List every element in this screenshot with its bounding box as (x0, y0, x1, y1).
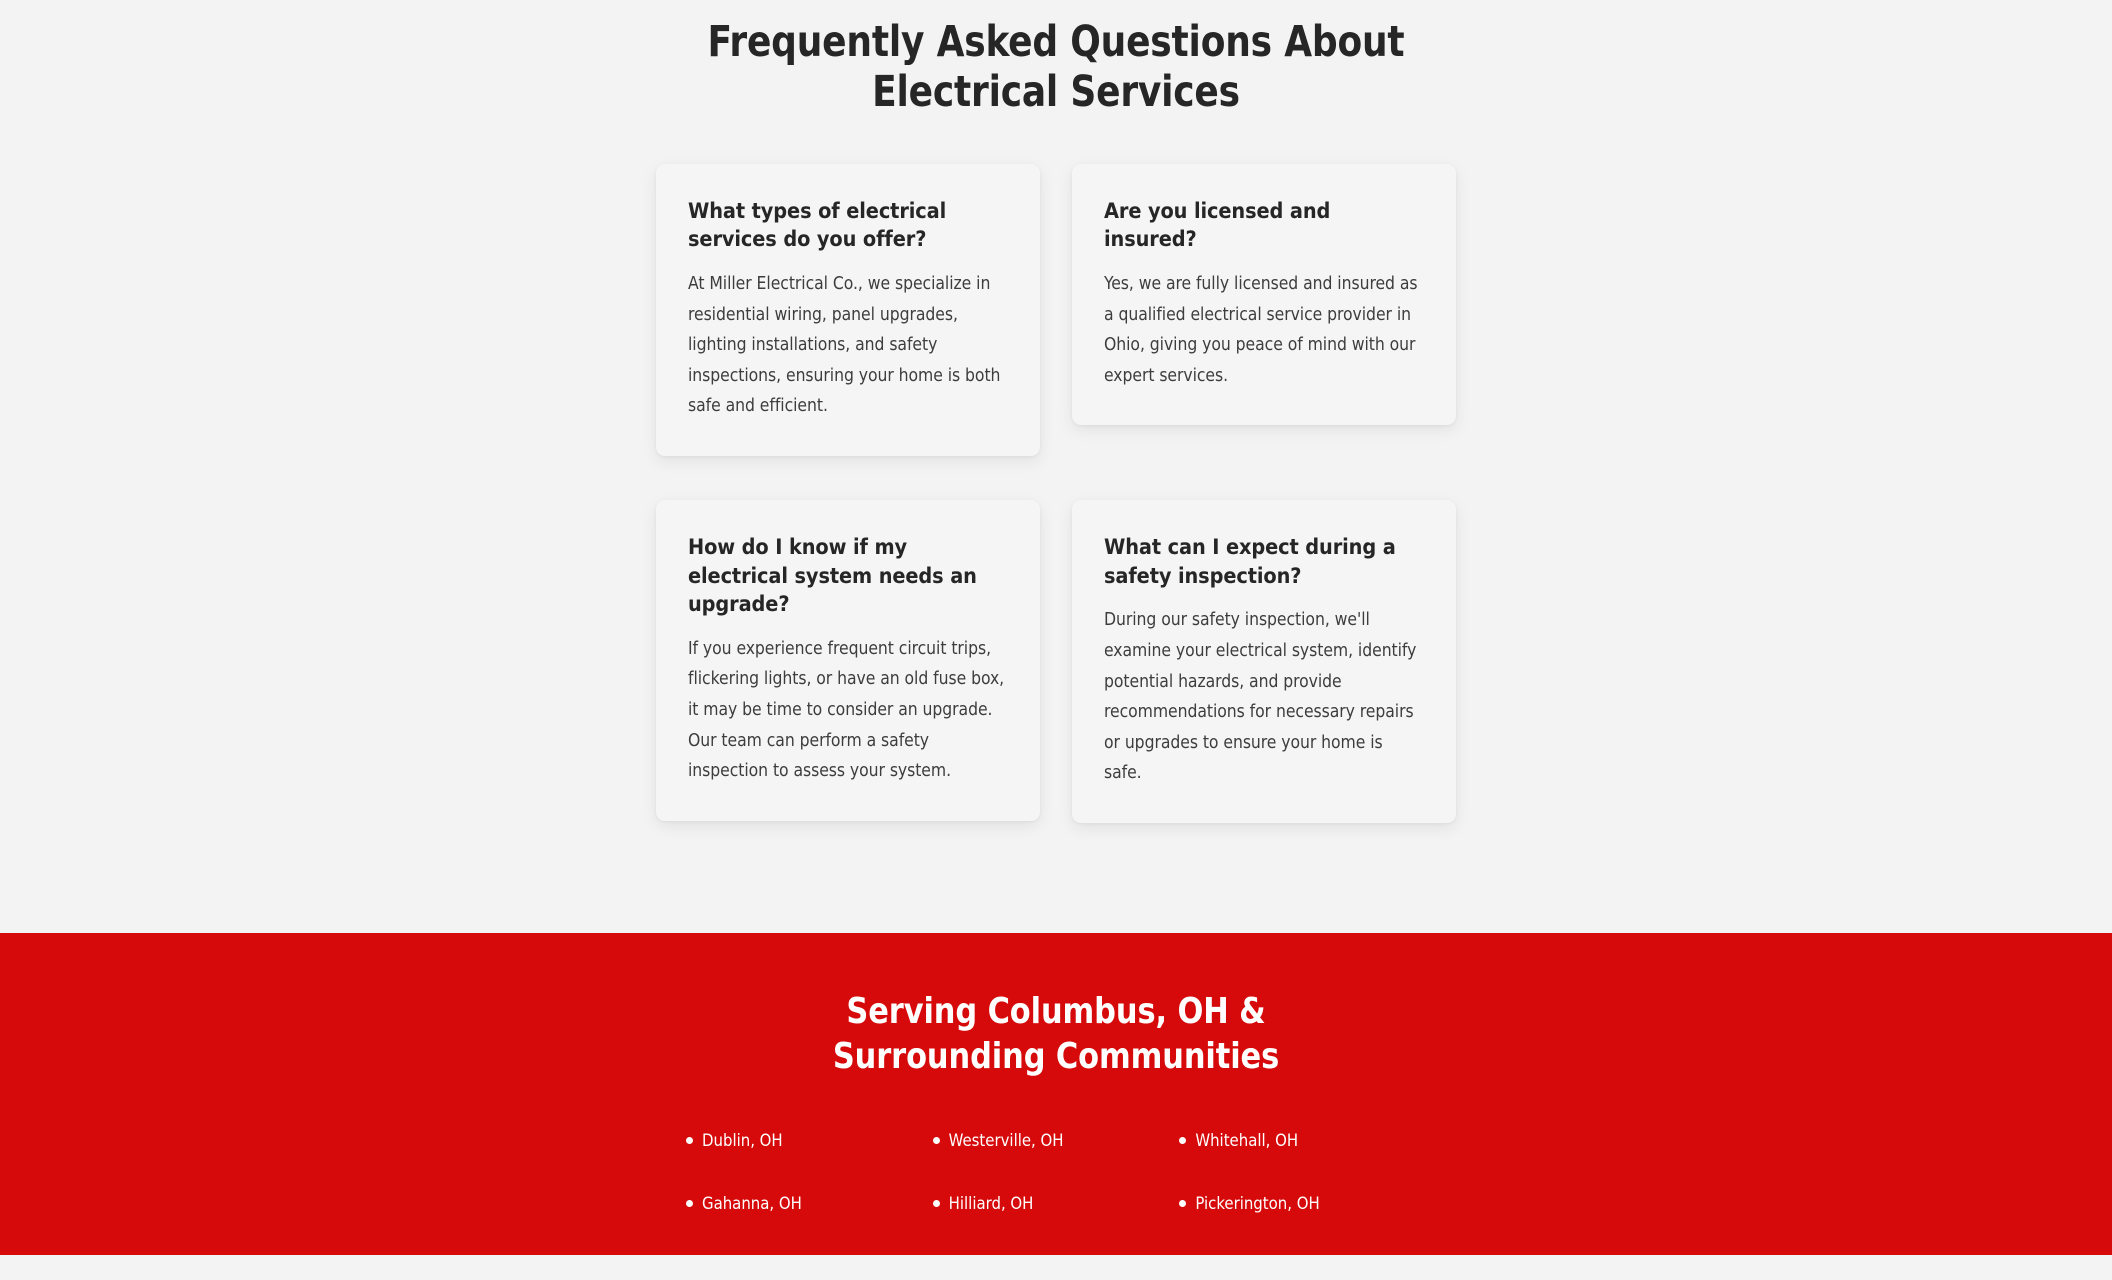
faq-question: What types of electrical services do you offer? (688, 198, 947, 253)
city-label: Westerville, OH (948, 1131, 1064, 1150)
faq-question: What can I expect during a safety inspection? (1104, 535, 1396, 589)
city-list-item[interactable] (933, 1192, 1180, 1215)
section-spacer (0, 823, 2112, 933)
faq-card[interactable] (656, 500, 1040, 821)
faq-answer: Yes, we are fully licensed and insured as a qualified electrical service provider in Ohio, giving you peace of mind with our expert services. (1104, 273, 1418, 386)
bullet-icon (933, 1137, 940, 1144)
faq-question: How do I know if my electrical system needs an upgrade? (688, 535, 977, 618)
city-label: Gahanna, OH (702, 1194, 802, 1214)
bullet-icon (686, 1137, 693, 1144)
faq-heading-line-2: Electrical Services (872, 66, 1240, 117)
faq-card[interactable] (1072, 500, 1456, 823)
bullet-icon (933, 1200, 940, 1207)
service-area-heading-line-2: Surrounding Communities (832, 1036, 1280, 1077)
bullet-icon (1179, 1137, 1186, 1144)
city-label: Pickerington, OH (1195, 1194, 1320, 1214)
service-area-heading (63, 989, 2048, 1079)
faq-question: Are you licensed and insured? (1104, 198, 1331, 253)
faq-section-heading (74, 0, 2038, 118)
faq-card-grid (656, 118, 1456, 823)
faq-answer: If you experience frequent circuit trips, flickering lights, or have an old fuse box, it may be time to consider an upgrade. Our team can perform a safety inspection to assess your system. (688, 638, 1005, 782)
faq-card[interactable] (656, 164, 1040, 456)
faq-card[interactable] (1072, 164, 1456, 426)
service-area-heading-line-1: Serving Columbus, OH & (846, 991, 1266, 1032)
city-label: Hilliard, OH (948, 1194, 1034, 1214)
bullet-icon (686, 1200, 693, 1207)
faq-answer: At Miller Electrical Co., we specialize in residential wiring, panel upgrades, lighting installations, and safety inspections, ensuring your home is both safe and efficient. (688, 273, 1001, 417)
city-list-item[interactable] (1179, 1129, 1426, 1152)
city-label: Whitehall, OH (1195, 1131, 1299, 1150)
city-list-item[interactable] (1179, 1192, 1426, 1215)
bullet-icon (1179, 1200, 1186, 1207)
service-area-city-grid (686, 1079, 1426, 1215)
city-list-item[interactable] (686, 1192, 933, 1215)
service-area-section (0, 933, 2112, 1255)
city-list-item[interactable] (933, 1129, 1180, 1152)
faq-answer: During our safety inspection, we'll examine your electrical system, identify potential hazards, and provide recommendations for necessary repairs or upgrades to ensure your home is safe. (1104, 610, 1417, 784)
city-list-item[interactable] (686, 1129, 933, 1152)
city-label: Dublin, OH (702, 1131, 783, 1150)
faq-heading-line-1: Frequently Asked Questions About (707, 17, 1405, 67)
